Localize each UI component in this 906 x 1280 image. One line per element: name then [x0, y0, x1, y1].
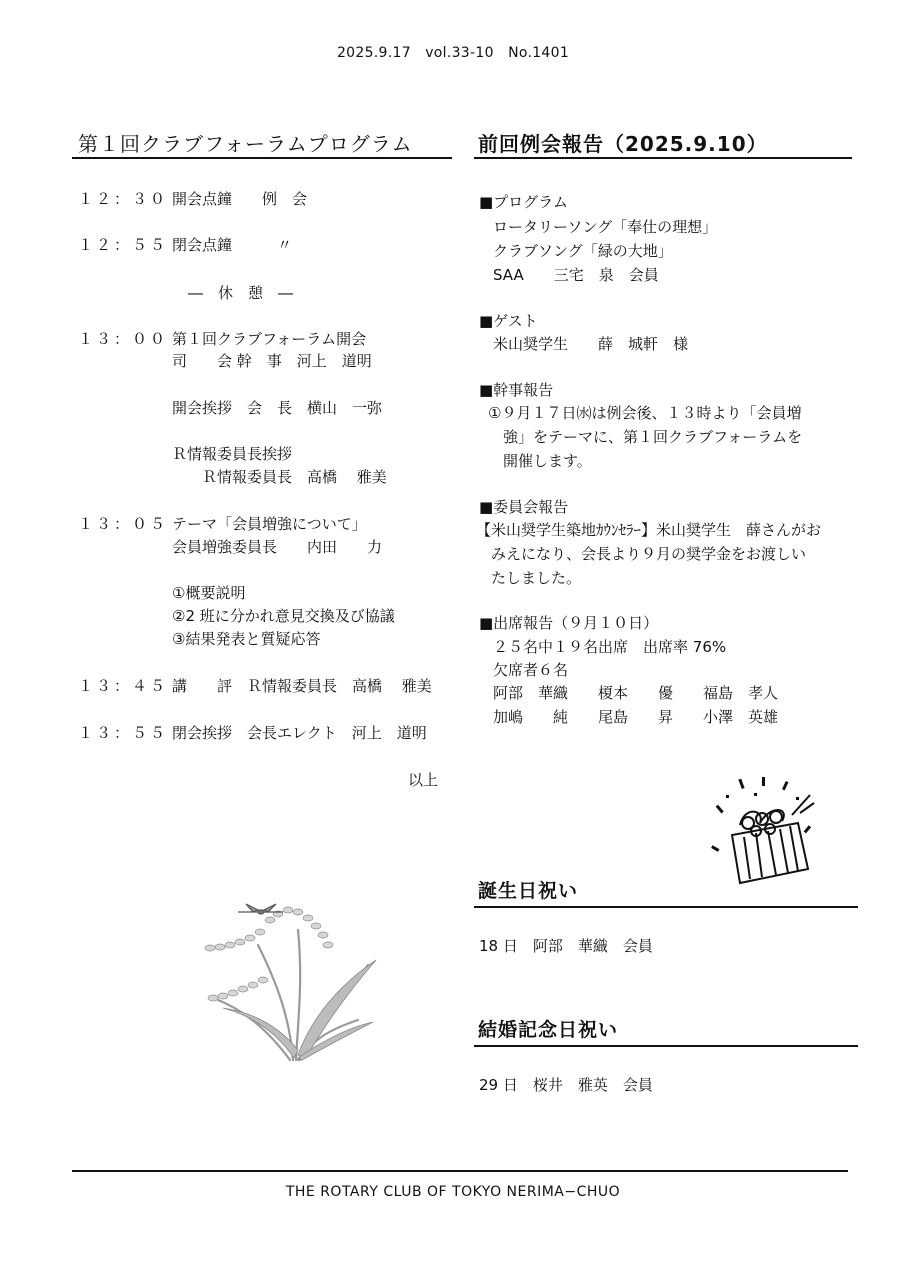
- report-secretary-line: ①９月１７日㈬は例会後、１３時より「会員増: [488, 404, 802, 422]
- program-item: 講 評 Ｒ情報委員長 高橋 雅美: [172, 677, 432, 695]
- program-title: 第１回クラブフォーラムプログラム: [78, 132, 413, 156]
- anniversary-title-rule: [474, 1045, 858, 1047]
- anniversary-title: 結婚記念日祝い: [478, 1019, 619, 1041]
- program-time: １３：５５: [78, 724, 169, 742]
- report-secretary-heading: ■幹事報告: [479, 381, 554, 399]
- program-item: テーマ「会員増強について」: [172, 515, 367, 533]
- program-item: ②2 班に分かれ意見交換及び協議: [172, 607, 395, 625]
- report-secretary-line: 開催します。: [488, 452, 592, 470]
- program-item: 開会挨拶 会 長 横山 一弥: [172, 399, 383, 417]
- report-program-heading: ■プログラム: [479, 193, 569, 211]
- report-program-line: SAA 三宅 泉 会員: [493, 266, 659, 284]
- report-attendance-line: 阿部 華織 榎本 優 福島 孝人: [493, 684, 779, 702]
- report-committee-line: みえになり、会長より９月の奨学金をお渡しい: [476, 545, 807, 563]
- program-time: １２：３０: [78, 190, 169, 208]
- program-item: ③結果発表と質疑応答: [172, 630, 321, 648]
- rice-plant-illustration: [198, 890, 388, 1070]
- program-time: １２：５５: [78, 236, 169, 254]
- birthday-entry: 18 日 阿部 華織 会員: [479, 937, 653, 955]
- report-committee-line: 【米山奨学生築地ｶｳﾝｾﾗｰ】米山奨学生 薛さんがお: [476, 521, 822, 539]
- birthday-title: 誕生日祝い: [478, 880, 579, 902]
- program-break: ― 休 憩 ―: [188, 284, 294, 302]
- program-item: ①概要説明: [172, 584, 246, 602]
- report-program-line: クラブソング「緑の大地」: [493, 242, 673, 260]
- issue-header: 2025.9.17 vol.33-10 No.1401: [336, 45, 570, 61]
- program-item: Ｒ情報委員長挨拶: [172, 445, 293, 463]
- report-guest-heading: ■ゲスト: [479, 312, 538, 330]
- program-time: １３：４５: [78, 677, 169, 695]
- program-item: 会員増強委員長 内田 力: [172, 538, 383, 556]
- program-title-rule: [72, 157, 452, 159]
- report-committee-line: たしました。: [476, 569, 582, 587]
- report-attendance-line: 加嶋 純 尾島 昇 小澤 英雄: [493, 708, 779, 726]
- report-title-rule: [474, 157, 852, 159]
- report-attendance-line: 欠席者６名: [493, 661, 569, 679]
- report-guest-line: 米山奨学生 薛 城軒 様: [493, 335, 689, 353]
- report-program-line: ロータリーソング「奉仕の理想」: [493, 218, 718, 236]
- footer-club-name: THE ROTARY CLUB OF TOKYO NERIMA−CHUO: [285, 1184, 621, 1200]
- program-item: 司 会 幹 事 河上 道明: [172, 352, 372, 370]
- program-time: １３：０５: [78, 515, 169, 533]
- report-committee-heading: ■委員会報告: [479, 498, 569, 516]
- report-attendance-heading: ■出席報告（９月１０日）: [479, 614, 659, 632]
- program-item: Ｒ情報委員長 高橋 雅美: [172, 468, 387, 486]
- program-item: 閉会挨拶 会長エレクト 河上 道明: [172, 724, 427, 742]
- footer-rule: [72, 1170, 848, 1172]
- program-item: 閉会点鐘 〃: [172, 236, 293, 254]
- program-closing: 以上: [408, 771, 439, 789]
- report-secretary-line: 強」をテーマに、第１回クラブフォーラムを: [488, 428, 803, 446]
- birthday-title-rule: [474, 906, 858, 908]
- anniversary-entry: 29 日 桜井 雅英 会員: [479, 1076, 653, 1094]
- report-title: 前回例会報告（2025.9.10）: [478, 132, 768, 156]
- program-item: 開会点鐘 例 会: [172, 190, 308, 208]
- program-time: １３：００: [78, 330, 169, 348]
- program-item: 第１回クラブフォーラム開会: [172, 330, 367, 348]
- gift-illustration: [710, 775, 820, 890]
- report-attendance-line: ２５名中１９名出席 出席率 76%: [493, 638, 727, 656]
